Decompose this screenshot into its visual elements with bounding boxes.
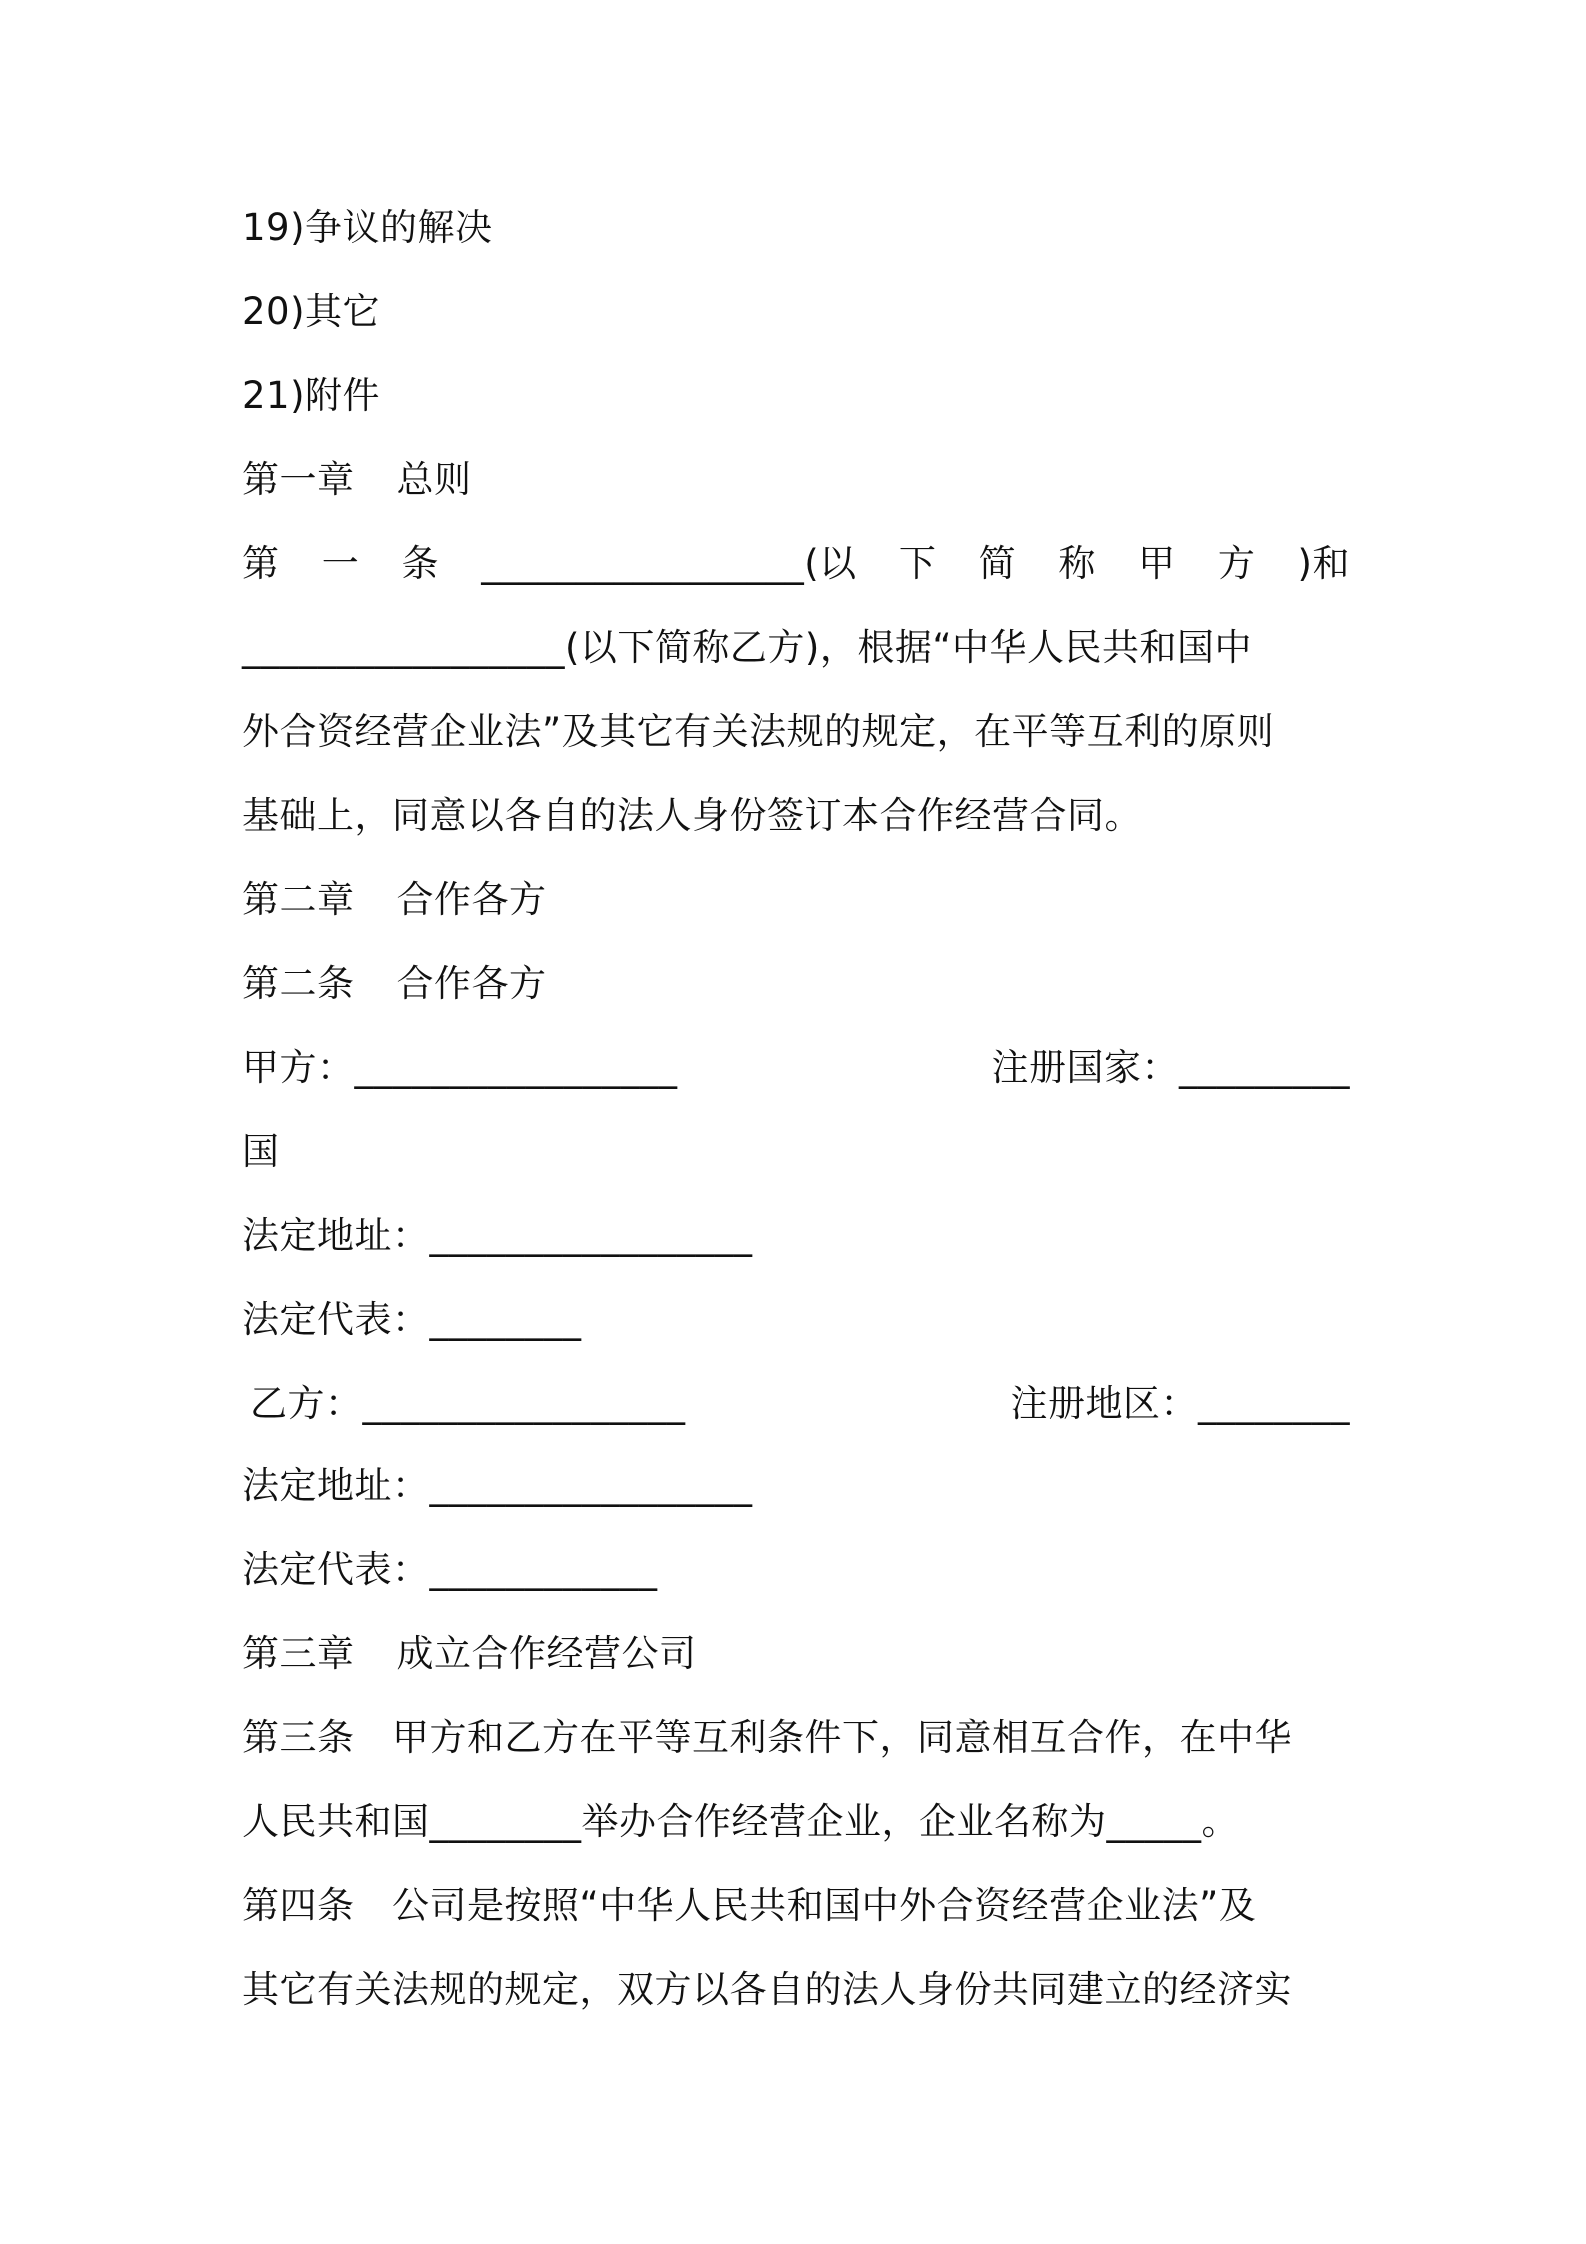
word: )和 xyxy=(1297,542,1350,585)
word: 称 xyxy=(1058,542,1096,585)
word: 一 xyxy=(321,542,360,585)
party-b-region-field: 注册地区：________ xyxy=(1010,1382,1350,1425)
chapter-1-heading xyxy=(242,456,472,504)
article-1-line-4: 基础上，同意以各自的法人身份签订本合作经营合同。 xyxy=(242,794,1142,837)
chapter-number: 第三章 xyxy=(242,1632,355,1675)
word: 简 xyxy=(978,542,1017,585)
toc-item-19: 19)争议的解决 xyxy=(242,206,493,249)
word: 下 xyxy=(898,542,937,585)
toc-item-21: 21)附件 xyxy=(242,374,381,417)
word: 甲 xyxy=(1138,542,1176,585)
blank-party-a: _________________(以 xyxy=(481,542,857,585)
article-number: 第二条 xyxy=(242,962,355,1005)
word: 方 xyxy=(1217,542,1256,585)
party-a-address-field: 法定地址：_________________ xyxy=(242,1214,753,1257)
article-1-line-3: 外合资经营企业法”及其它有关法规的规定，在平等互利的原则 xyxy=(242,710,1275,753)
country-suffix: 国 xyxy=(242,1130,280,1173)
word: 第 xyxy=(242,542,280,585)
chapter-3-heading xyxy=(242,1630,697,1678)
article-4-line-1: 第四条 公司是按照“中华人民共和国中外合资经营企业法”及 xyxy=(242,1884,1257,1927)
article-2-heading xyxy=(242,960,547,1008)
party-a-row xyxy=(242,1044,1350,1092)
article-4-line-2: 其它有关法规的规定，双方以各自的法人身份共同建立的经济实 xyxy=(242,1968,1292,2011)
chapter-title: 合作各方 xyxy=(396,878,547,921)
party-a-country-field: 注册国家：_________ xyxy=(991,1046,1350,1089)
article-3-line-2: 人民共和国________举办合作经营企业，企业名称为_____。 xyxy=(242,1800,1239,1843)
article-1-line-1 xyxy=(242,540,1350,588)
party-b-row xyxy=(250,1380,1350,1428)
article-3-line-1: 第三条 甲方和乙方在平等互利条件下，同意相互合作，在中华 xyxy=(242,1716,1292,1759)
article-title: 合作各方 xyxy=(396,962,547,1005)
chapter-2-heading xyxy=(242,876,547,924)
party-a-name-field: 甲方：_________________ xyxy=(242,1046,678,1089)
party-a-representative-field: 法定代表：________ xyxy=(242,1298,582,1341)
party-b-representative-field: 法定代表：____________ xyxy=(242,1548,658,1591)
article-1-line-2: _________________(以下简称乙方)，根据“中华人民共和国中 xyxy=(242,626,1253,669)
word: 条 xyxy=(401,542,439,585)
chapter-number: 第一章 xyxy=(242,458,355,501)
chapter-title: 总则 xyxy=(396,458,472,501)
chapter-number: 第二章 xyxy=(242,878,355,921)
party-b-name-field: 乙方：_________________ xyxy=(250,1382,686,1425)
toc-item-20: 20)其它 xyxy=(242,290,381,333)
chapter-title: 成立合作经营公司 xyxy=(396,1632,697,1675)
party-b-address-field: 法定地址：_________________ xyxy=(242,1464,753,1507)
